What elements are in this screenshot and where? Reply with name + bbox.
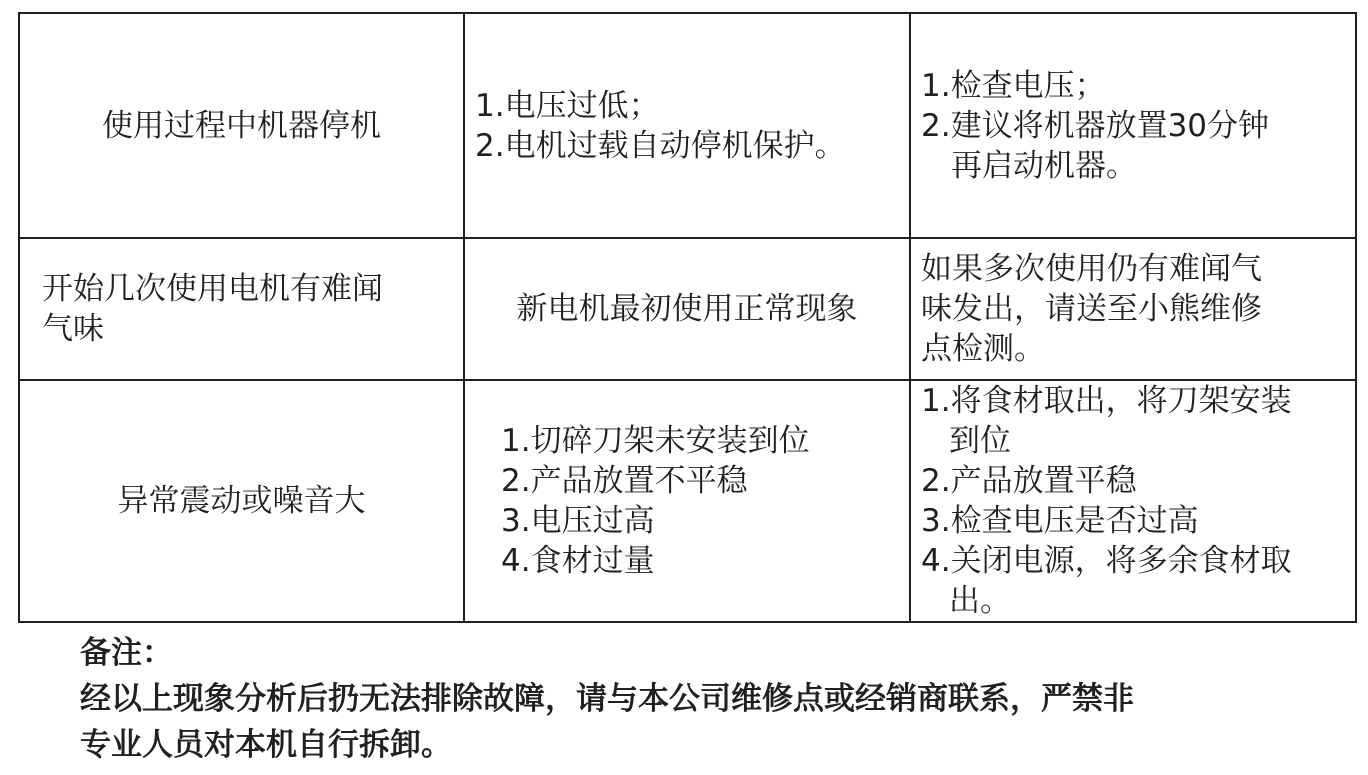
solution-text: 到位 xyxy=(949,423,1011,459)
problem-cell xyxy=(19,380,464,622)
cause-text: 4.食材过量 xyxy=(501,543,655,579)
solution-cell xyxy=(910,238,1356,380)
problem-text: 开始几次使用电机有难闻 xyxy=(42,271,383,307)
solution-text: 出。 xyxy=(949,583,1011,619)
solution-text: 3.检查电压是否过高 xyxy=(921,503,1199,539)
table-row xyxy=(19,380,1356,622)
notes-text: 专业人员对本机自行拆卸。 xyxy=(80,727,452,763)
solution-text: 如果多次使用仍有难闻气 xyxy=(921,251,1262,287)
solution-text: 4.关闭电源，将多余食材取 xyxy=(921,543,1292,579)
cause-text: 2.电机过载自动停机保护。 xyxy=(475,127,846,164)
problem-cell xyxy=(19,13,464,238)
table-row xyxy=(19,13,1356,238)
solution-text: 1.检查电压； xyxy=(921,67,1106,104)
solution-cell xyxy=(910,13,1356,238)
problem-cell xyxy=(19,238,464,380)
problem-text: 气味 xyxy=(42,311,104,347)
notes-text: 经以上现象分析后扔无法排除故障，请与本公司维修点或经销商联系，严禁非 xyxy=(80,681,1134,717)
cause-text: 1.电压过低； xyxy=(475,87,660,124)
cause-cell xyxy=(464,238,910,380)
solution-cell xyxy=(910,380,1356,622)
solution-text: 再启动机器。 xyxy=(951,147,1137,184)
solution-text: 1.将食材取出，将刀架安装 xyxy=(921,383,1292,419)
cause-text: 新电机最初使用正常现象 xyxy=(516,291,858,327)
solution-text: 味发出，请送至小熊维修 xyxy=(921,291,1262,327)
solution-text: 2.产品放置平稳 xyxy=(921,463,1137,499)
table-row xyxy=(19,238,1356,380)
cause-text: 2.产品放置不平稳 xyxy=(501,463,748,499)
problem-text: 使用过程中机器停机 xyxy=(102,107,381,144)
solution-text: 2.建议将机器放置30分钟 xyxy=(921,107,1270,144)
solution-text: 点检测。 xyxy=(921,331,1045,367)
troubleshooting-table xyxy=(18,12,1357,623)
cause-text: 1.切碎刀架未安装到位 xyxy=(501,423,810,459)
notes-title: 备注： xyxy=(80,635,173,671)
notes-section xyxy=(80,630,1350,768)
cause-cell xyxy=(464,380,910,622)
cause-cell xyxy=(464,13,910,238)
problem-text: 异常震动或噪音大 xyxy=(117,483,366,519)
cause-text: 3.电压过高 xyxy=(501,503,655,539)
